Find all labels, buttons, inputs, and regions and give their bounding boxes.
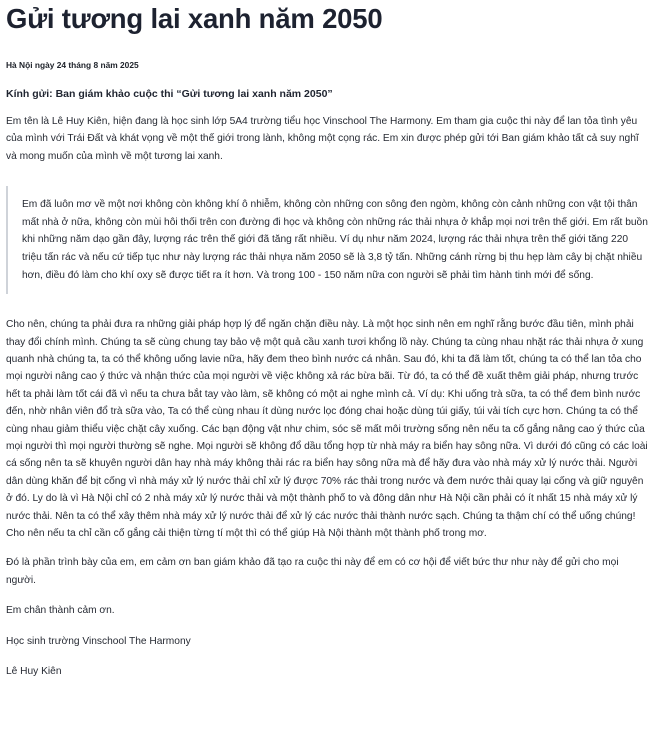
body-paragraph: Cho nên, chúng ta phải đưa ra những giải pháp hợp lý để ngăn chặn điều này. Là một học sinh nên em nghĩ rằng bước đầu tiên, mình phải thay đổi chính mình. Chúng ta sẽ cùng chung tay bảo vệ một quả cầu xanh tươi khổng lồ này. Chúng ta cùng nhau nhặt rác thải nhựa ở xung quanh nhà chúng ta, ta có thể không uống lavie nữa, hãy đem theo bình nước cá nhân. Sau đó, khi ta đã làm tốt, chúng ta có thể lan tỏa cho mọi người nâng cao ý thức và nhận thức của mọi người về việc không xả rác bừa bãi. Từ đó, ta có thể đề xuất thêm giải pháp, nhưng trước hết ta phải làm tốt cái đã vì nếu ta chưa bắt tay vào làm, sẽ không có một ai nghe mình cả. Ví dụ: Khi uống trà sữa, ta có thể đem bình nước đến, nhờ nhân viên đổ trà sữa vào, Ta có thể cùng nhau ít dùng nước lọc đóng chai hoặc dùng túi giấy, túi vải tích cực hơn. Chúng ta có thể cùng nhau giảm thiểu việc chặt cây xuống. Các bạn động vật như chim, sóc sẽ mất môi trường sống nên nếu ta cố gắng nâng cao ý thức của mọi người thì mọi người thường sẽ nghe. Mọi người sẽ không đổ dầu tổng hợp từ nhà máy ra biển hay sông nữa. Vì dưới đó cũng có các loài cá sống nên ta sẽ khuyên người dân hay nhà máy không thải rác ra biển hay sông nữa mà để hãy đưa vào nhà máy xử lý nước thải. Người dân dùng khăn để bịt cống vì nhà máy xử lý nước thải chỉ xử lý được 70% rác thải trong nước và đem nước thải quay lại cống và giữ nguyên ở đó. Ly do là vì Hà Nội chỉ có 2 nhà máy xử lý nước thải và một thành phố to và đông dân như Hà Nội cần phải có ít nhất 15 nhà máy xử lý nước thải. Nên ta có thể xây thêm nhà máy xử lý nước thải để xử lý các nước thải thành nước sạch. Chúng ta thậm chí có thể uống chúng! Cho nên nếu ta chỉ cần cố gắng cải thiện từng tí một thì có thể giúp Hà Nội thành một thành phố trong mơ. bbox=[6, 319, 648, 540]
thanks-line: Em chân thành cảm ơn. bbox=[6, 605, 115, 617]
signature: Lê Huy Kiên bbox=[6, 666, 62, 678]
letter-salutation: Kính gửi: Ban giám khảo cuộc thi “Gửi tương lai xanh năm 2050” bbox=[6, 88, 333, 100]
letter-title: Gửi tương lai xanh năm 2050 bbox=[6, 3, 383, 34]
quote-block bbox=[6, 186, 651, 294]
school-line: Học sinh trường Vinschool The Harmony bbox=[6, 635, 191, 647]
letter-date: Hà Nội ngày 24 tháng 8 năm 2025 bbox=[6, 60, 139, 70]
intro-paragraph: Em tên là Lê Huy Kiên, hiện đang là học sinh lớp 5A4 trường tiểu học Vinschool The Harmony. Em tham gia cuộc thi này để lan tỏa tình yêu của mình với Trái Đất và khát vọng về một thế giới trong lành, không một cọng rác. Em xin được phép gửi tới Ban giám khảo tất cả suy nghĩ và mong muốn của mình về một tương lai xanh. bbox=[6, 116, 639, 162]
closing-paragraph: Đó là phần trình bày của em, em cảm ơn ban giám khảo đã tạo ra cuộc thi này để em có cơ hội để viết bức thư như này để gửi cho mọi người. bbox=[6, 557, 619, 586]
quote-paragraph: Em đã luôn mơ về một nơi không còn không khí ô nhiễm, không còn những con sông đen ngòm, không còn cảnh những con vật tội thân mất nhà ở nữa, không còn mùi hôi thối trên con đường đi học và không còn những rác thải nhựa ở khắp mọi nơi trên thế giới. Em rất buồn khi những năm dạo gần đây, lượng rác trên thế giới đã tăng rất nhiều. Ví dụ như năm 2024, lượng rác thải nhựa trên thế giới tăng 220 triệu tấn rác và nếu cứ tiếp tục như này lượng rác thải nhựa năm 2050 sẽ là 3,8 tỷ tấn. Những cánh rừng bị thu hẹp làm cây bị chặt nhiều hơn, điều đó làm cho khí oxy sẽ được tiết ra ít hơn. Và trong 100 - 150 năm nữa con người sẽ phải tìm hành tinh mới để sống. bbox=[22, 199, 648, 281]
